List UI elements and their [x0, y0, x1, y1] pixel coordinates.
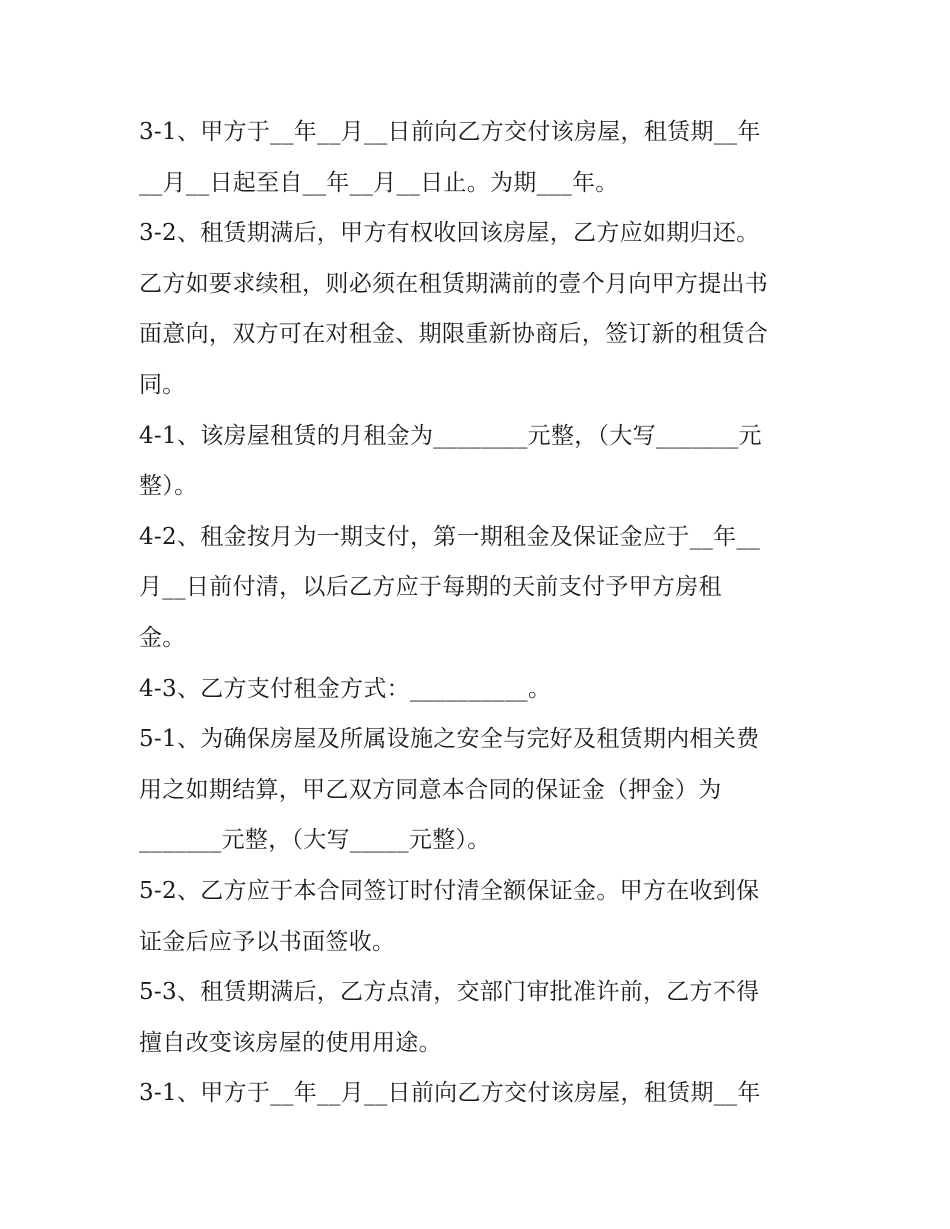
- text-line-7: 4-1、该房屋租赁的月租金为________元整，（大写_______元: [139, 422, 762, 449]
- text-line-8: 整）。: [139, 473, 198, 500]
- text-line-13: 5-1、为确保房屋及所属设施之安全与完好及租赁期内相关费: [139, 726, 760, 753]
- text-line-16: 5-2、乙方应于本合同签订时付清全额保证金。甲方在收到保: [139, 877, 760, 904]
- text-line-3: 3-2、租赁期满后，甲方有权收回该房屋，乙方应如期归还。: [139, 220, 760, 247]
- text-line-2: __月__日起至自__年__月__日止。为期___年。: [139, 169, 619, 196]
- text-line-11: 金。: [139, 624, 186, 651]
- text-line-17: 证金后应予以书面签收。: [139, 928, 396, 955]
- text-line-6: 同。: [139, 371, 186, 398]
- text-line-5: 面意向，双方可在对租金、期限重新协商后，签订新的租赁合: [139, 321, 769, 348]
- text-line-14: 用之如期结算，甲乙双方同意本合同的保证金（押金）为: [139, 776, 722, 803]
- contract-text: [139, 107, 819, 1119]
- text-line-19: 擅自改变该房屋的使用用途。: [139, 1029, 442, 1056]
- text-line-4: 乙方如要求续租，则必须在租赁期满前的壹个月向甲方提出书: [139, 270, 769, 297]
- text-line-20: 3-1、甲方于__年__月__日前向乙方交付该房屋，租赁期__年: [139, 1080, 761, 1107]
- text-line-9: 4-2、租金按月为一期支付，第一期租金及保证金应于__年__: [139, 523, 761, 550]
- text-line-15: _______元整，（大写_____元整）。: [139, 827, 491, 854]
- text-line-18: 5-3、租赁期满后，乙方点清，交部门审批准许前，乙方不得: [139, 979, 760, 1006]
- text-line-12: 4-3、乙方支付租金方式：__________。: [139, 675, 552, 702]
- text-line-10: 月__日前付清，以后乙方应于每期的天前支付予甲方房租: [139, 574, 722, 601]
- text-line-1: 3-1、甲方于__年__月__日前向乙方交付该房屋，租赁期__年: [139, 119, 761, 145]
